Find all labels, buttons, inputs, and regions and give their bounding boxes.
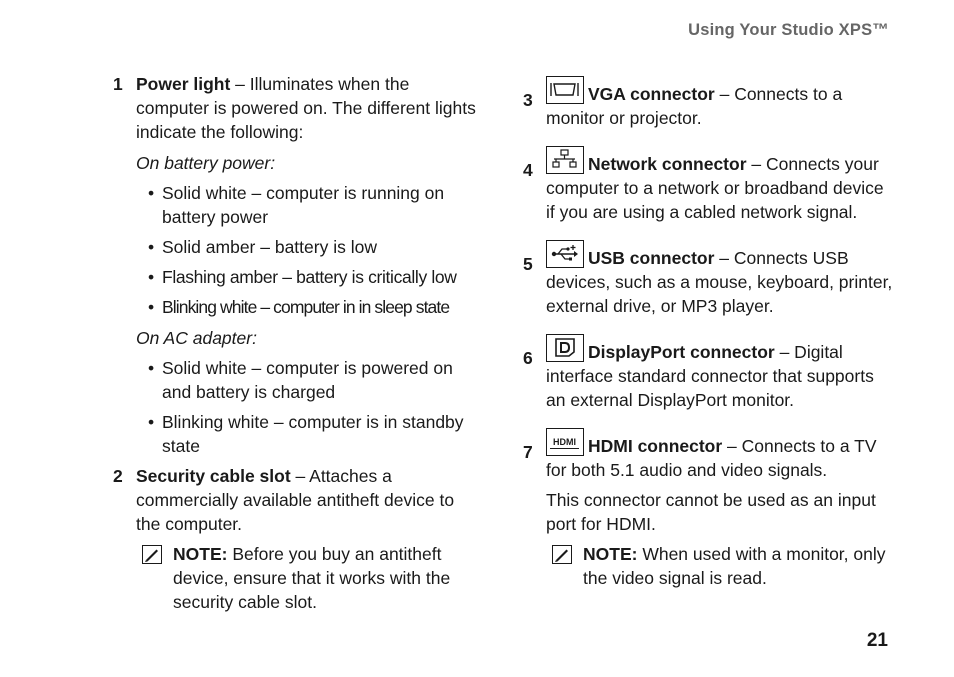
item-number: 6 xyxy=(523,348,533,368)
bullet-item xyxy=(136,295,483,319)
bullet-text: Flashing amber – battery is critically low xyxy=(162,267,457,287)
bullet-item xyxy=(136,410,483,458)
note-body: When used with a monitor, only the video signal is read. xyxy=(583,544,886,588)
battery-bullet-list xyxy=(136,181,483,319)
bullet-item xyxy=(136,265,483,289)
bullet-dot: • xyxy=(148,297,154,317)
note-text xyxy=(173,542,483,614)
note-label: NOTE: xyxy=(583,544,638,564)
page-number: 21 xyxy=(866,630,888,651)
running-header: Using Your Studio XPS™ xyxy=(688,21,889,39)
usb-icon xyxy=(546,240,584,268)
item-term: Network connector xyxy=(588,154,747,174)
bullet-item xyxy=(136,181,483,229)
item-desc-text: – Connects USB devices, such as a mouse, keyboard, printer, external drive, or MP3 player. xyxy=(546,248,893,316)
bullet-item xyxy=(136,356,483,404)
bullet-text: Solid white – computer is powered on and battery is charged xyxy=(162,358,453,402)
bullet-text: Blinking white – computer in in sleep state xyxy=(162,297,450,317)
item-description xyxy=(546,240,893,318)
bullet-item xyxy=(136,235,483,259)
item-hdmi-connector xyxy=(523,428,893,590)
displayport-icon xyxy=(546,334,584,362)
item-usb-connector xyxy=(523,240,893,318)
vga-icon xyxy=(546,76,584,104)
left-column xyxy=(113,72,483,620)
hdmi-icon-text: HDMI xyxy=(553,437,576,447)
note-block xyxy=(546,542,893,590)
note-pencil-icon xyxy=(552,545,572,564)
bullet-dot: • xyxy=(148,412,155,432)
right-column xyxy=(523,76,893,606)
battery-heading: On battery power: xyxy=(136,153,276,173)
ac-heading: On AC adapter: xyxy=(136,328,257,348)
note-body: Before you buy an antitheft device, ensure that it works with the security cable slot. xyxy=(173,544,451,612)
item-term: HDMI connector xyxy=(588,436,723,456)
item-number: 1 xyxy=(113,74,123,94)
item-desc-text: – Connects to a monitor or projector. xyxy=(546,84,843,128)
item-description xyxy=(546,76,893,130)
item-term: USB connector xyxy=(588,248,715,268)
item-number: 7 xyxy=(523,442,533,462)
item-number: 5 xyxy=(523,254,533,274)
bullet-text: Blinking white – computer is in standby state xyxy=(162,412,464,456)
item-extra-text: This connector cannot be used as an input port for HDMI. xyxy=(546,490,876,534)
item-number: 4 xyxy=(523,160,533,180)
item-desc-text: – Illuminates when the computer is powered on. The different lights indicate the following: xyxy=(136,74,476,142)
note-label: NOTE: xyxy=(173,544,228,564)
ac-bullet-list xyxy=(136,356,483,458)
item-network-connector xyxy=(523,146,893,224)
hdmi-icon xyxy=(546,428,584,456)
item-term: Security cable slot xyxy=(136,466,291,486)
item-description xyxy=(546,334,893,412)
item-desc-text: – Attaches a commercially available antitheft device to the computer. xyxy=(136,466,455,534)
item-vga-connector xyxy=(523,76,893,130)
bullet-text: Solid amber – battery is low xyxy=(162,237,377,257)
bullet-dot: • xyxy=(148,358,155,378)
item-term: DisplayPort connector xyxy=(588,342,775,362)
item-desc-text: – Connects to a TV for both 5.1 audio and video signals. xyxy=(546,436,877,480)
item-desc-text: – Digital interface standard connector that supports an external DisplayPort monitor. xyxy=(546,342,874,410)
item-number: 3 xyxy=(523,90,533,110)
network-icon xyxy=(546,146,584,174)
item-description xyxy=(546,428,893,482)
note-block xyxy=(136,542,483,614)
item-security-cable-slot xyxy=(113,464,483,614)
item-description xyxy=(546,146,893,224)
bullet-dot: • xyxy=(148,267,154,287)
item-description xyxy=(136,464,483,536)
item-number: 2 xyxy=(113,466,123,486)
note-text xyxy=(583,542,893,590)
item-term: VGA connector xyxy=(588,84,715,104)
item-desc-text: – Connects your computer to a network or broadband device if you are using a cabled network signal. xyxy=(546,154,884,222)
item-description xyxy=(136,72,483,144)
item-term: Power light xyxy=(136,74,231,94)
bullet-dot: • xyxy=(148,237,155,257)
bullet-text: Solid white – computer is running on battery power xyxy=(162,183,445,227)
note-pencil-icon xyxy=(142,545,162,564)
bullet-dot: • xyxy=(148,183,155,203)
item-displayport-connector xyxy=(523,334,893,412)
item-power-light xyxy=(113,72,483,458)
